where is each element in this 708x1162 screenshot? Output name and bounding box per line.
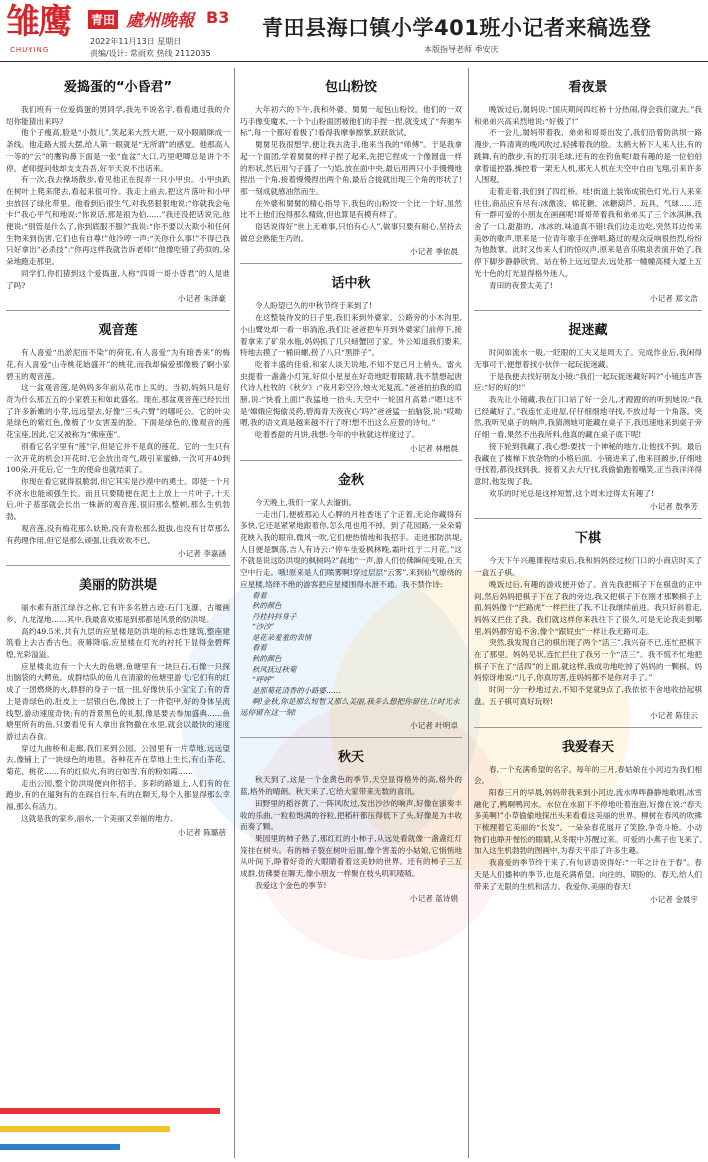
article: [240, 746, 462, 904]
paragraph: 今天晚上,我们一家人去遛街。: [255, 497, 357, 507]
paragraph: 有人喜爱“出淤泥而不染”的荷花,有人喜爱“为有暗香来”的梅花,有人喜爱“山寺桃花始盛开”的桃花,而我却偏爱那像极了婀小家碧玉的观音莲。: [6, 348, 230, 381]
column-right: [474, 68, 702, 905]
poem-line: “沙沙”: [252, 622, 275, 632]
paragraph: 不一会儿,舅妈带着我、弟弟和哥哥出发了,我们沿着防洪坝一路漫步,一阵清爽的晚风吹过,轻拂着我的脸。太鹤大桥下人来人往,有的跳舞,有的散步,有的打羽毛球,还有的在钓鱼呢!最有趣的是一位伯伯拿着遥控器,操控着一架无人机,那无人机在天空中自由飞翔,引来许多人围观。: [474, 128, 702, 185]
decor-stripe-yellow: [0, 1126, 170, 1132]
divider: [474, 727, 702, 728]
paragraph: 于是我便去找好朋友小镜:“我们一起玩捉迷藏好吗?”小镜连声答应:“好的好的!”: [474, 371, 702, 393]
divider: [240, 737, 462, 738]
poem-line: 看着: [252, 643, 267, 653]
byline: 小记者 叶明卓: [410, 721, 458, 731]
poem-line: 秋风抚过秋菊: [252, 664, 297, 674]
poem-line: 是那菊花清香的小路婆……: [252, 685, 341, 695]
article: [474, 319, 702, 512]
paragraph: 观音莲,没有梅花那么妖艳,没有青松那么挺拔,也没有甘草那么有药理作用,但它是那么顽强,让我欢欢不已。: [6, 523, 230, 545]
poem-line: 秋的颜色: [252, 601, 282, 611]
paragraph: 这一盆观音莲,是妈妈多年前从花市上买的。当初,妈妈只是好奇为什么那五五的小家碧玉和如此盛名。现在,那盆观音莲已经长出了许多新嫩的小芽,远远望去,好像“三头六臂”的哪吒公。它的叶尖是绿色的紫红色,像极了少女害羞的脸。下面是绿色的,像观音的莲花宝座,因此,它又被称为“佛座莲”。: [6, 383, 230, 440]
byline: 小记者 李嘉涵: [178, 549, 226, 559]
article-title: 看夜景: [568, 80, 608, 95]
column-divider: [234, 68, 235, 1158]
paragraph: 欢乐的时光总是这样短暂,这个周末过得太有趣了!: [489, 488, 654, 498]
page-header: [0, 0, 708, 62]
poem-line: “呼呼”: [252, 675, 275, 685]
paragraph: 大年初六的下午,我和外婆、舅舅一起包山粉饺。他们的一双巧手像变魔术,一个个山粉面团被他们的手捏一捏,就变成了“奔驰车标”,每一个都好看极了!看得我摩拳擦掌,跃跃欲试。: [240, 105, 462, 138]
paragraph: 应星楼北边有一个大大的鱼塘,鱼塘里有一块巨石,石像一只探出脑袋的大鳄鱼。成群结队的鱼儿在清澈的鱼塘里游弋:它们有的红成了一团燃烧的火,胖胖的身子一扭一扭,好像快乐小宝宝了;有的背上是青绿色的,肚皮上一层银白色,像披上了一件铠甲,好的身体呈流线型,游动速度奇快;有的背景黑色的礼服,像是要去参加盛典……鱼塘里所有的鱼,只要看见有人拿出食物撒在水里,就会以最快的速度游过去吞食。: [6, 661, 230, 741]
byline: 小记者 敖季芳: [650, 502, 698, 512]
paragraph: 我爱这个金色的季节!: [255, 880, 327, 890]
paragraph: 俗话说得好“世上无难事,只怕有心人”,做事只要有耐心,坚持去做总会熟能生巧的。: [240, 222, 462, 243]
paragraph: 丽水素有浙江绿谷之称,它有许多名胜古迹:石门飞瀑、古堰画乡、九龙湿地……其中,我最喜欢那是到那都是风景的防洪堤。: [6, 603, 230, 624]
paragraph: 走着走着,我们到了四红桥。哇!街道上装饰成银色灯光,行人来来往往,商品应有尽有:冰激凌、棉花糖、冰糖葫芦、玩具、气球……还有一群可爱的小朋友在画画呢!哥哥带着我和弟弟买了三个冰淇淋,我舍了一口,甜甜的、冰冰的,味道真不错!我们边走边吃,突然耳边传来美妙的歌声,原来是一位青年歌手在弹唱,路过的观众反响很热烈,纷纷为他鼓掌。此时又传来人们的惊叹声,原来是音乐喷泉表演开始了,我停下脚步静静欣赏。站在桥上远远望去,远处那一幢幢高楼大厦上五光十色的灯光显得格外迷人。: [474, 186, 702, 278]
paragraph: 这就是我的家乡,丽水,一个美丽又幸福的地方。: [21, 813, 178, 823]
paragraph: 时间如流水一般,一眨眼的工夫又是周天了。完成作业后,我闲得无事可干,便想着找小伙伴一起玩捉迷藏。: [474, 348, 702, 369]
article-title: 秋天: [337, 750, 364, 766]
paragraph: 别看它名字里有“莲”字,但是它并不是真的莲花。它的一生只有一次开花的机会!开花时,它会放出奇气,吸引来蜜蜂,一次可开40到100朵,开花后,它一生的使命也就结束了。: [6, 441, 230, 475]
article: [240, 76, 462, 257]
paragraph: 你现在看它就得很脆弱,但它其实是沙漠中的勇士。即使一个月不浇水也能顽强生长。而且只要随便在泥土上放上一片叶子,十天后,叶子基部就会长出一株新的观音莲,很旧那么整顿,那么生机勃勃。: [6, 476, 230, 522]
paragraph: 舅舅见我很想学,便让我去洗手,他来当我的“师傅”。于是我拿起一个面团,学着舅舅的样子捏了起来,先把它捏成一个像圆盘一样的形状,然后用勺子盛了一勺馅,放在面中央,最后用两只小手慢慢地捏出一个角,接着慢慢捏出两个角,最后合拢就出现三个角的形状了!那一刻成就感油然而生。: [240, 140, 462, 196]
paragraph: 接下轮到我藏了,我心想:要找一个神秘的地方,让他找不到。最后我藏在了楼梯下放杂物的小格后面。小镜进来了,他来回踱步,仔细地寻找着,都没找到我。接着又去大厅找,我偷偷跑着嘴笑,正当我洋洋得意时,他发现了我。: [474, 441, 702, 486]
poem-line: 是花朵羞羞的表情: [252, 632, 312, 642]
logo: 雏鹰: [6, 2, 70, 42]
article: [6, 319, 230, 559]
paragraph: 高约49.5米,共有九层的应星楼是防洪堤的标志性建筑,整座建筑看上去古香古色。夜幕降临,应星楼在灯光的衬托下显得金碧辉煌,光彩溢溢。: [6, 626, 230, 660]
divider: [474, 310, 702, 311]
byline: 小记者 陈璐蓓: [178, 827, 226, 837]
logo-pinyin: CHUYING: [10, 46, 50, 54]
region-badge: 青田: [88, 10, 118, 29]
paragraph: 在外婆和舅舅的精心指导下,我包的山粉饺一个比一个好,虽然比不上他们包得那么精致,但也算是有模有样了。: [240, 198, 462, 220]
paragraph: 走出公园,整个防洪堤便向你招手。多彩的路道上,人们有的在跑步,有的在遛狗有的在踩自行车,有的在聊天,每个人都显得那么幸福,那么有活力。: [6, 778, 230, 812]
paper-name: 處州晚報: [126, 11, 194, 31]
byline: 小记者 朱泽豪: [178, 294, 226, 304]
article: [6, 574, 230, 837]
decor-stripe-blue: [0, 1144, 120, 1150]
paragraph: 我先让小镜藏,我在门口站了好一会儿,才蹬蹬的的听到她说:“我已经藏好了。”我连忙走进屋,仔仔细细地寻找,不放过每一个角落。突然,我听见桌子的响声,我猜测她可能藏在桌子下,我迅速地来到桌子旁仔细一看,果然不出我所料,他真的藏在桌子底下呢!: [474, 395, 702, 440]
decor-stripe-red: [0, 1108, 220, 1114]
article-title: 我爱春天: [561, 739, 614, 755]
paragraph: 他个子瘦高,脸是“小鼓儿”,笑起来大烈大堪,一双小眼睛眯成一条线。他走路大摇大摆,给人第一眼就是“无所谓”的感觉。他那高人一等的“云”的鹰钩鼻下面是一张“血盆”大口,巧里吧唧总是讲个不停。老师提问他却支支吾吾,好半天说不出话来。: [6, 128, 230, 173]
divider: [240, 460, 462, 461]
issue-date: 2022年11月13日 星期日: [90, 37, 182, 46]
divider: [6, 310, 230, 311]
article: [240, 272, 462, 453]
paragraph: 青田的夜景太美了!: [489, 280, 553, 290]
article-title: 爱捣蛋的“小昏君”: [63, 80, 173, 95]
article: [6, 76, 230, 304]
paragraph: 秋天到了,这是一个金黄色的季节,天空显得格外的高,格外的蓝,格外的晴朗。秋天来了,它给大家带来无数的喜讯。: [240, 775, 462, 797]
byline: 小记者 陈佳云: [650, 710, 698, 720]
paragraph: 同学们,你们猜到这个爱捣蛋,人称“四哥一哥小昏君”的人是谁了吗?: [6, 268, 230, 290]
paragraph: 一走出门,便被那沁人心脾的月桂香迷了个正着,无论你藏得有多快,它还是紧紧地跟着你,怎么甩也甩不掉。到了花园路,一朵朵菊花映入我的眼帘,微风一吹,它们便热情地和我招手。走进那防洪堤,人目便是飘荡,吉人有诗云:“停车坐爱枫林晚,霜叶红于二月花。”这不就是说这防洪堤的枫树吗?”刹地“一声,游人们仿佛瞬间变哑,在天空中行走。哦!原来是人们喷雾啊!穿过层层“云雾”,来到仙气缭绕的应星楼,络绎不绝的游客把应星楼围得水泄不通。我不禁作诗:: [240, 509, 462, 589]
byline: 小记者 季依晨: [410, 247, 458, 257]
article-title: 美丽的防洪堤: [78, 578, 157, 594]
poem-line: 丹桂抖抖身子: [252, 611, 297, 621]
paragraph: 田野里的稻谷黄了,一阵风吹过,发出沙沙的响声,好像在演奏丰收的乐曲,一粒粒饱满的谷粒,把稻秆都压得低下了头,好像是为丰收而奏了颗。: [240, 798, 462, 832]
paragraph: 果园里的柿子熟了,那红红的小柿子,从远处看就像一盏盏红灯笼挂在树头。有的柿子裂在树叶后面,像个害羞的小姑娘,它悄悄地从叶间下,睁着好奇的大眼睛看着这美妙的世界。还有的柿子三五成群,仿佛要在聊天,像小朋友一样聚在枝头叽叽喳喳。: [240, 833, 462, 879]
divider: [474, 518, 702, 519]
article: [474, 527, 702, 720]
paragraph: 吃着香甜的月饼,我想:今年的中秋就这样度过了。: [255, 430, 420, 440]
byline: 小记者 林楷晨: [410, 443, 458, 453]
article-title: 观音莲: [98, 323, 138, 339]
paragraph: 我喜爱的季节终于来了,有句谚语说得好:“一年之计在于春”。春天是人们播种的季节,也是充满希望、向往的、期盼的。春天,给人们带来了无限的生机和活力。我爱你,美丽的春天!: [474, 858, 702, 891]
page-number: B3: [206, 8, 230, 27]
column-divider: [468, 68, 469, 1158]
byline: 小记者 蓝诗娟: [410, 894, 458, 904]
paragraph: 穿过九曲桥和走廊,我们来到公园。公园里有一片草地,远远望去,像铺上了一块绿色的地毯。各种花卉在草地上生长,有山茶花、菊花、桃花……有的红似火,有的白如雪,有的粉如霞……: [6, 743, 230, 777]
article-title: 包山粉饺: [324, 80, 377, 95]
divider: [240, 263, 462, 264]
byline: 小记者 郑文浩: [650, 294, 698, 304]
divider: [6, 565, 230, 566]
article-title: 话中秋: [331, 276, 371, 292]
article: [474, 76, 702, 304]
paragraph: 有一次,我去操场散步,看见他正在捉弄一只小甲虫。小甲虫趴在树叶上爬来爬去,看起来很可怜。我走上前去,把这片落叶和小甲虫放回了绿化带里。他看到后很生气,对我恶狠狠地说:“你就我会龟卡!”我心平气和地说:“你说话,那是祖为伯……”我还没把话说完,他便说:“别管是什么了,你到底服不服?”我说:“你不要以大欺小和任何生物来到伤害,它们也有自尊!”他冷哼一声:“关你什么事!”不得已我只好拿出“必杀技”:“你再这样我就告诉老师!”他像吃错了药似的,朵朵地跑走那里。: [6, 175, 230, 267]
poem-line: 秋的颜色: [252, 654, 282, 664]
article-title: 金秋: [337, 472, 364, 488]
paragraph: 我们班有一位爱捣蛋的男同学,我先不说名字,看看通过我的介绍你能猜出来吗?: [6, 105, 230, 126]
paragraph: 春,一个充满希望的名字。每年的三月,春姑娘在小河边为我们相会。: [474, 764, 702, 786]
paragraph: 阳春三月的早晨,妈妈带我来到小河边,流水哗哗静静地歌唱,冰雪融化了,鸭啊鸭河水。水位在水面下不停地吐着泡泡,好像在说:“春天多美啊!”小草偷偷地探出头来看看这美丽的世界。柳树在春风的吹拂下梳理着它美丽的“长发”。一朵朵春花展开了笑脸,争奇斗艳。小动物们也睁开惺忪的眼睛,从冬眠中苏醒过来。可爱的小燕子也飞来了,加入这生机勃勃的图画中,为春天平添了许多生趣。: [474, 787, 702, 856]
poem-line: 看着: [252, 590, 267, 600]
poem-ending: 啊!金秋,你是那么短暂又那么美丽,我多么想把你留住,让时光永远停留在这一刻!: [240, 697, 460, 718]
column-left: [6, 68, 230, 838]
article-title: 捉迷藏: [568, 323, 608, 339]
paragraph: 突然,我发现自己的棋出现了两个“活三”,我兴奋不已,连忙把棋下在了那里。妈妈见状,连忙拦住了我另一个“活三”。我不慌不忙地把棋子下在了“活四”的上面,就这样,我成功地吃掉了妈妈的一颗棋。妈妈惊讶地说:“儿子,你真厉害,连妈妈都不是你对手了。”: [474, 638, 702, 683]
paragraph: 令人盼望已久的中秋节终于来到了!: [255, 301, 372, 311]
paragraph: 在这整装待发的日子里,我们来到外婆家。公路旁的小木沟里,小山鹭处却一看一串淌泡,我们让爸爸把车开到外婆家门前停下,接着拿来了矿泉水瓶,妈妈抓了几只螃蟹回了家。外公知道我们要来,特地去摸了一桶田螺,捞了八只“黑胖子”。: [240, 313, 462, 358]
page-title: 青田县海口镇小学401班小记者来稿选登: [262, 16, 652, 40]
article: [240, 469, 462, 732]
paragraph: 晚饭过后,舅妈说:“国庆期间四红桥十分热闹,得会我们就去。”我和弟弟兴高采烈地说:“好极了!”: [474, 105, 702, 126]
paragraph: 今天下午兴趣课程结束后,我和妈妈经过校门口的小商店时买了一盒五子棋。: [474, 556, 702, 578]
editor-info: 责编/设计: 常雨欢 热线 2112035: [90, 49, 211, 58]
article-title: 下棋: [574, 531, 601, 547]
byline: 小记者 金晨宇: [650, 895, 698, 905]
advisor-credit: 本版指导老师 季安庆: [424, 45, 499, 54]
paragraph: 吃着丰盛的佳肴,和家人谈天说地,不知不觉已月上梢头。雷火虫提着一盏盏小灯笼,好似小星星在好奇地眨着眼睛,我不禁想起唐代诗人杜牧的《秋夕》:“夜月彩空冷,烛火光复流。”爸爸拍拍我的肩膀,说:“快看上面!”我猛地一抬头,天空中一轮国月高悬:“嗯!这不是‘嫦娥应悔偷灵药,碧海青天夜夜心’吗?”爸爸猛一拍脑袋,说:“哎呦喂,我的语文真是越来越不行了呀!想不出这么应景的诗句。”: [240, 359, 462, 428]
paragraph: 时间一分一秒地过去,不知不觉就9点了,我依依不舍地收拾起棋盘。五子棋可真好玩呀!: [474, 685, 702, 706]
column-middle: [240, 68, 462, 904]
paragraph: 晚饭过后,有趣的游戏便开始了。首先我把棋子下在棋盘的正中间,然后妈妈把棋子下在了我的旁边,我又把棋子下在刚才那颗棋子上面,妈妈像个“拦路虎”一样拦住了我,不让我继续前进。我只好斜着走,妈妈又拦住了我。我们就这样你来我往下了很久,可是无论我走到哪里,妈妈都穷追不舍,像个“跟屁虫”一样让我无路可走。: [474, 579, 702, 636]
article: [474, 736, 702, 906]
